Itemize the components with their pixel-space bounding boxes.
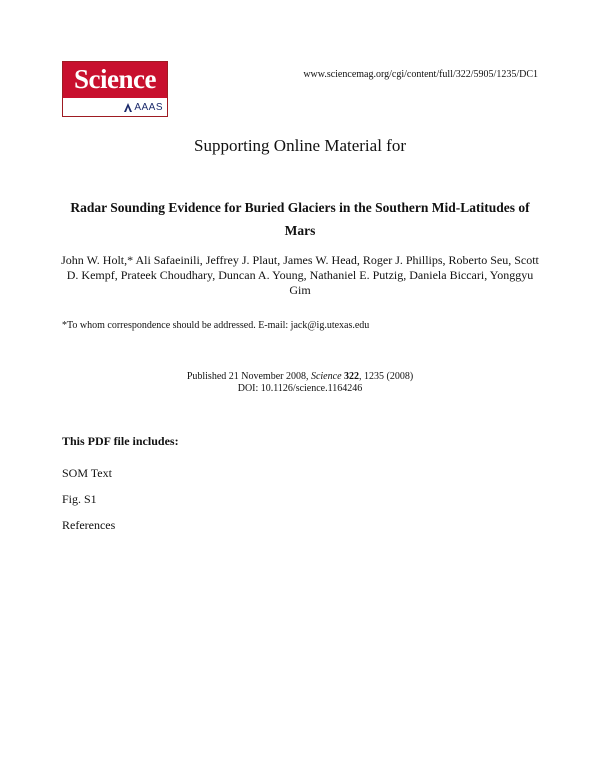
- aaas-logo-icon: [124, 103, 132, 112]
- published-prefix: Published 21 November 2008,: [186, 371, 311, 382]
- doi: DOI: 10.1126/science.1164246: [237, 383, 363, 394]
- science-aaas-logo: [62, 61, 168, 117]
- paper-title: Radar Sounding Evidence for Buried Glaciers in the Southern Mid-Latitudes of Mars: [70, 200, 530, 238]
- includes-item: Fig. S1: [62, 492, 97, 506]
- aaas-wordmark: [63, 98, 167, 116]
- publication-info: [0, 371, 600, 395]
- science-wordmark: Science: [63, 62, 167, 98]
- author-list: John W. Holt,* Ali Safaeinili, Jeffrey J. Plaut, James W. Head, Roger J. Phillips, Roberto Seu, Scott D. Kempf, Prateek Choudhary, Duncan A. Young, Nathaniel E. Putzig, Daniela Biccari, Yonggyu Gim: [61, 253, 539, 297]
- includes-item: SOM Text: [62, 466, 112, 480]
- published-line: [0, 371, 600, 383]
- aaas-label: AAAS: [134, 101, 163, 113]
- article-url: www.sciencemag.org/cgi/content/full/322/5905/1235/DC1: [303, 69, 538, 80]
- includes-heading: This PDF file includes:: [62, 434, 179, 448]
- journal-name: Science: [310, 371, 342, 382]
- includes-list: [62, 466, 115, 544]
- pages-year: , 1235 (2008): [359, 371, 414, 382]
- includes-item: References: [62, 518, 116, 532]
- correspondence-note: *To whom correspondence should be addressed. E-mail: jack@ig.utexas.edu: [62, 320, 370, 331]
- journal-volume: 322: [344, 371, 360, 382]
- supplement-title: Supporting Online Material for: [194, 136, 406, 155]
